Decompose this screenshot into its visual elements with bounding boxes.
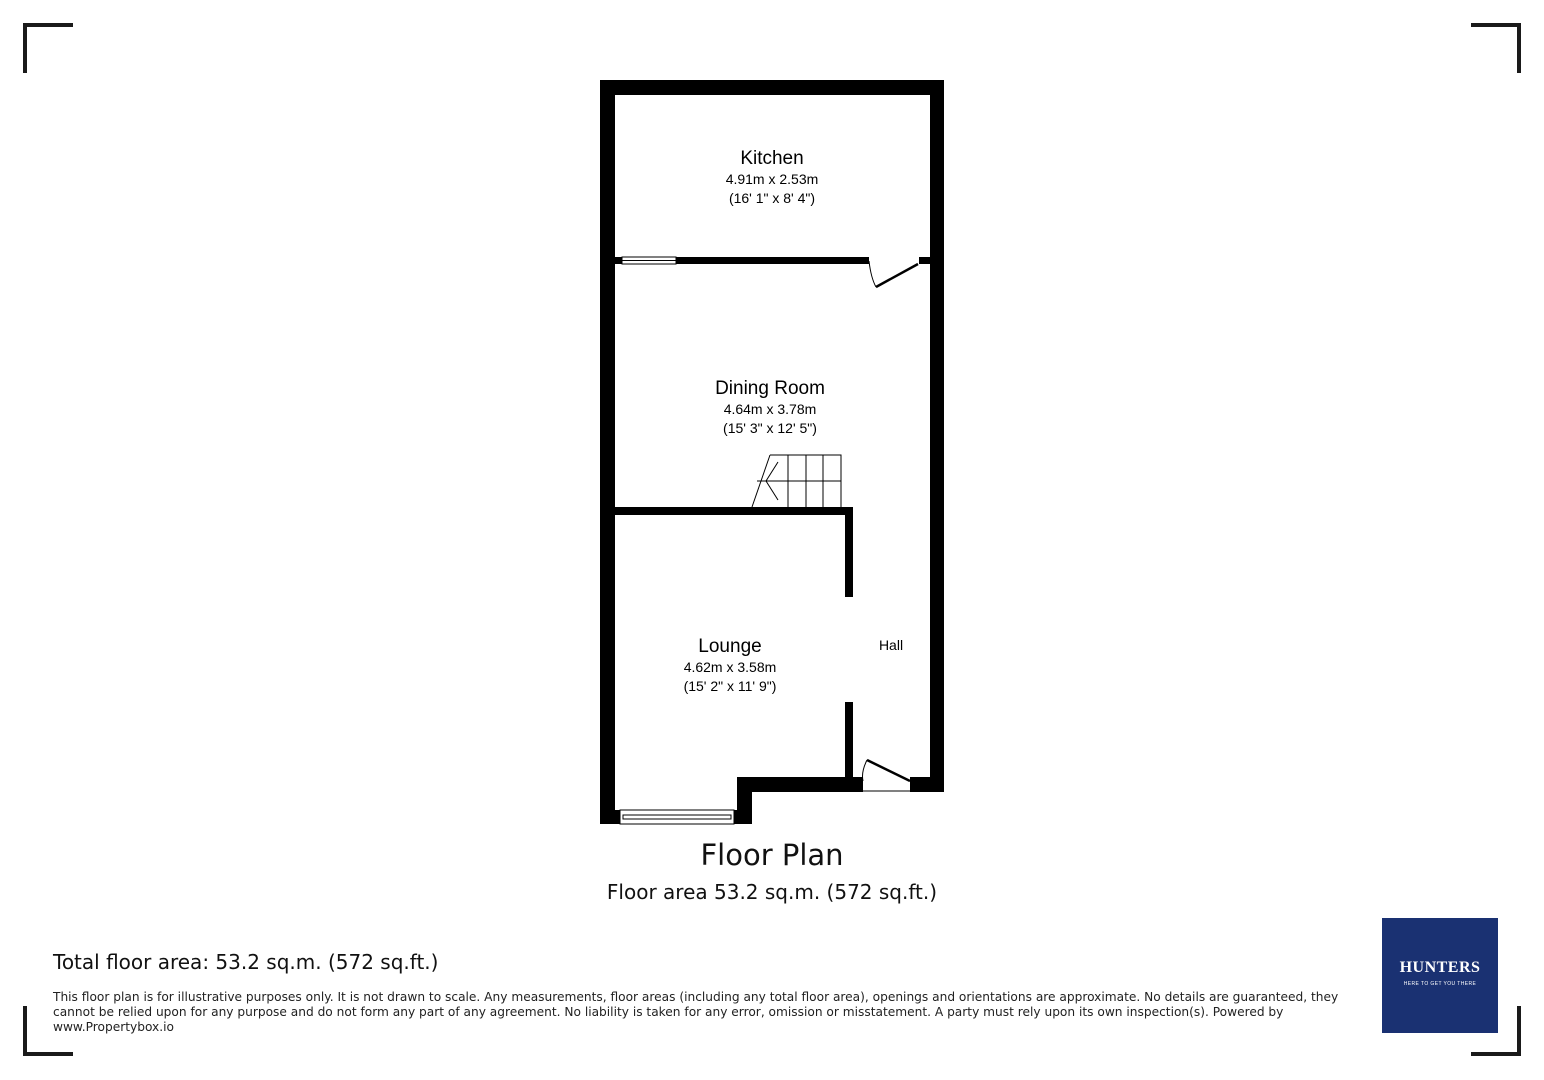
- room-dimensions-imperial: (15' 3" x 12' 5"): [723, 420, 817, 436]
- wall-lounge-hall-lower: [845, 702, 853, 780]
- wall-bottom-lounge: [600, 810, 620, 824]
- window-lounge: [620, 810, 734, 824]
- room-name: Dining Room: [715, 378, 825, 399]
- wall-bottom-hall-right: [910, 777, 944, 792]
- room-lounge: [684, 636, 777, 694]
- door-front: [863, 760, 911, 791]
- hunters-logo: [1382, 918, 1498, 1033]
- room-dimensions-metric: 4.64m x 3.78m: [723, 401, 817, 417]
- wall-kitchen-dining-stub: [919, 257, 932, 264]
- room-dimensions-metric: 4.91m x 2.53m: [725, 171, 819, 187]
- disclaimer: This floor plan is for illustrative purposes only. It is not drawn to scale. Any measurements, floor areas (including any total floor area), openings and orientations are approximate. No details are guaranteed, they cannot be relied upon for any purpose and do not form any part of any agreement. No liability is taken for any error, omission or misstatement. A party must rely upon its own inspection(s). Powered by www.Propertybox.io: [53, 990, 1339, 1034]
- wall-left: [600, 80, 615, 824]
- room-kitchen: [726, 148, 819, 206]
- logo-name: HUNTERS: [1399, 959, 1481, 976]
- wall-lounge-hall-upper: [845, 507, 853, 597]
- room-hall: [879, 637, 903, 653]
- room-name: Lounge: [698, 636, 762, 657]
- logo-tagline: HERE TO GET YOU THERE: [1403, 981, 1477, 987]
- room-dimensions-imperial: (15' 2" x 11' 9"): [683, 678, 777, 694]
- wall-right: [930, 80, 944, 792]
- total-floor-area: Total floor area: 53.2 sq.m. (572 sq.ft.): [53, 950, 439, 974]
- wall-top: [600, 80, 944, 95]
- plan-area: Floor area 53.2 sq.m. (572 sq.ft.): [606, 880, 938, 904]
- stairs: [752, 455, 841, 507]
- room-dining-room: [715, 378, 825, 436]
- room-dimensions-metric: 4.62m x 3.58m: [683, 659, 777, 675]
- room-name: Hall: [878, 637, 904, 653]
- wall-dining-lounge: [613, 507, 852, 515]
- window-kitchen: [622, 257, 676, 264]
- wall-bay-top: [737, 777, 863, 792]
- room-name: Kitchen: [740, 148, 804, 169]
- door-kitchen: [869, 261, 918, 287]
- room-dimensions-imperial: (16' 1" x 8' 4"): [728, 190, 816, 206]
- plan-title: Floor Plan: [700, 838, 844, 872]
